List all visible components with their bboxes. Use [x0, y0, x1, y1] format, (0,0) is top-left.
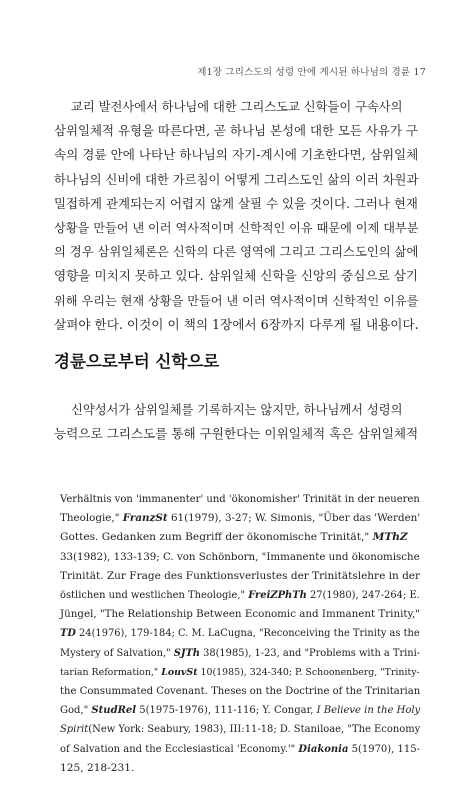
footnote: [60, 490, 422, 778]
journal-abbrev: Diakonia: [298, 743, 349, 755]
paragraph-line: 신약성서가 삼위일체를 기록하지는 않지만, 하나님께서 성령의: [71, 403, 403, 417]
paragraph-line: 능력으로 그리스도를 통해 구원한다는 이위일체적 혹은 삼위일체적: [54, 426, 419, 442]
paragraph-line: 교리 발전사에서 하나님에 대한 그리스도교 신학들이 구속사의: [71, 100, 403, 114]
footnote-text: 10(1985), 324-340; P. Schoonenberg, "Trinity-: [200, 666, 420, 678]
body-paragraph-1: [54, 95, 420, 337]
paragraph-line: 의 경우 삼위일체론은 신학의 다른 영역에 그리고 그리스도인의 삶에: [54, 245, 419, 260]
book-title: Spirit: [60, 724, 89, 736]
footnote-text: 5(1975-1976), 111-116; Y. Congar,: [139, 705, 314, 717]
section-heading: 경륜으로부터 신학으로: [54, 352, 220, 371]
journal-abbrev: StudRel: [91, 705, 137, 717]
paragraph-line: 살펴야 한다. 이것이 이 책의 1장에서 6장까지 다루게 될 내용이다.: [54, 316, 419, 332]
footnote-line: Jüngel, "The Relationship Between Economic and Immanent Trinity,": [60, 608, 420, 621]
footnote-text: Gottes. Gedanken zum Begriff der ökonomische Trinität,": [60, 531, 370, 544]
footnote-line: [60, 720, 422, 739]
paragraph-line: 속의 경륜 안에 나타난 하나님의 자기-계시에 기초한다면, 삼위일체: [54, 147, 419, 163]
journal-abbrev: TD: [60, 628, 76, 640]
footnote-text: 27(1980), 247-264; E.: [309, 590, 420, 602]
footnote-line: [60, 701, 422, 720]
journal-abbrev: SJTh: [173, 647, 200, 659]
paragraph-line: 영향을 미치지 못하고 있다. 삼위일체 신학을 신앙의 중심으로 삼기: [54, 268, 419, 284]
footnote-text: (New York: Seabury, 1983), III:11-18; D. Staniloae, "The Economy: [88, 724, 421, 736]
footnote-line: 125, 218-231.: [60, 761, 135, 774]
paragraph-line: 삼위일체적 유형을 따른다면, 곧 하나님 본성에 대한 모든 사유가 구: [54, 123, 418, 139]
paragraph-line: 상황을 만들어 낸 이러 역사적이며 신학적인 이유 때문에 이제 대부분: [54, 221, 419, 236]
journal-abbrev: FreiZPhTh: [248, 590, 307, 602]
footnote-text: 61(1979), 3-27; W. Simonis, "Über das 'Werden': [170, 512, 421, 525]
journal-abbrev: FranzSt: [122, 512, 168, 525]
footnote-text: 24(1976), 179-184; C. M. LaCugna, "Reconceiving the Trinity as the: [79, 628, 420, 640]
footnote-text: östlichen und westlichen Theologie,": [60, 590, 246, 602]
footnote-text: Theologie,": [60, 512, 120, 525]
footnote-line: 33(1982), 133-139; C. von Schönborn, "Immanente und ökonomische: [60, 550, 420, 563]
footnote-line: Trinität. Zur Frage des Funktionsverlustes der Trinitätslehre in der: [60, 569, 421, 582]
paragraph-line: 위해 우리는 현재 상황을 만들어 낸 이러 역사적이며 신학적인 이유를: [54, 293, 419, 308]
footnote-line: [60, 624, 422, 643]
footnote-line: [60, 644, 422, 663]
footnote-line: Verhältnis von 'immanenter' und 'ökonomisher' Trinität in der neueren: [60, 494, 420, 505]
footnote-line: [60, 586, 422, 605]
footnote-text: 38(1985), 1-23, and "Problems with a Trini-: [203, 647, 421, 659]
paragraph-line: 밀접하게 관계되는지 어렵지 않게 살필 수 있을 것이다. 그러나 현재: [54, 195, 418, 211]
footnote-line: [60, 528, 422, 547]
footnote-text: Mystery of Salvation,": [60, 647, 171, 659]
footnote-text: tarian Reformation,": [60, 666, 159, 678]
body-paragraph-2: [54, 398, 420, 446]
footnote-text: of Salvation and the Ecclesiastical 'Economy.'": [60, 743, 296, 755]
paragraph-line: 하나님의 신비에 대한 가르침이 어떻게 그리스도인 삶의 이러 차원과: [54, 172, 419, 187]
journal-abbrev: MThZ: [372, 531, 408, 544]
book-title: I Believe in the Holy: [316, 705, 421, 717]
footnote-line: the Consummated Covenant. Theses on the Doctrine of the Trinitarian: [60, 686, 421, 698]
journal-abbrev: LouvSt: [161, 666, 198, 678]
footnote-line: [60, 509, 422, 528]
footnote-line: [60, 663, 422, 682]
footnote-line: [60, 740, 422, 759]
running-head: 제1장 그리스도의 성령 안에 계시된 하나님의 경륜 17: [197, 67, 426, 78]
footnote-text: God,": [60, 705, 89, 717]
footnote-text: 5(1970), 115-: [351, 743, 420, 755]
